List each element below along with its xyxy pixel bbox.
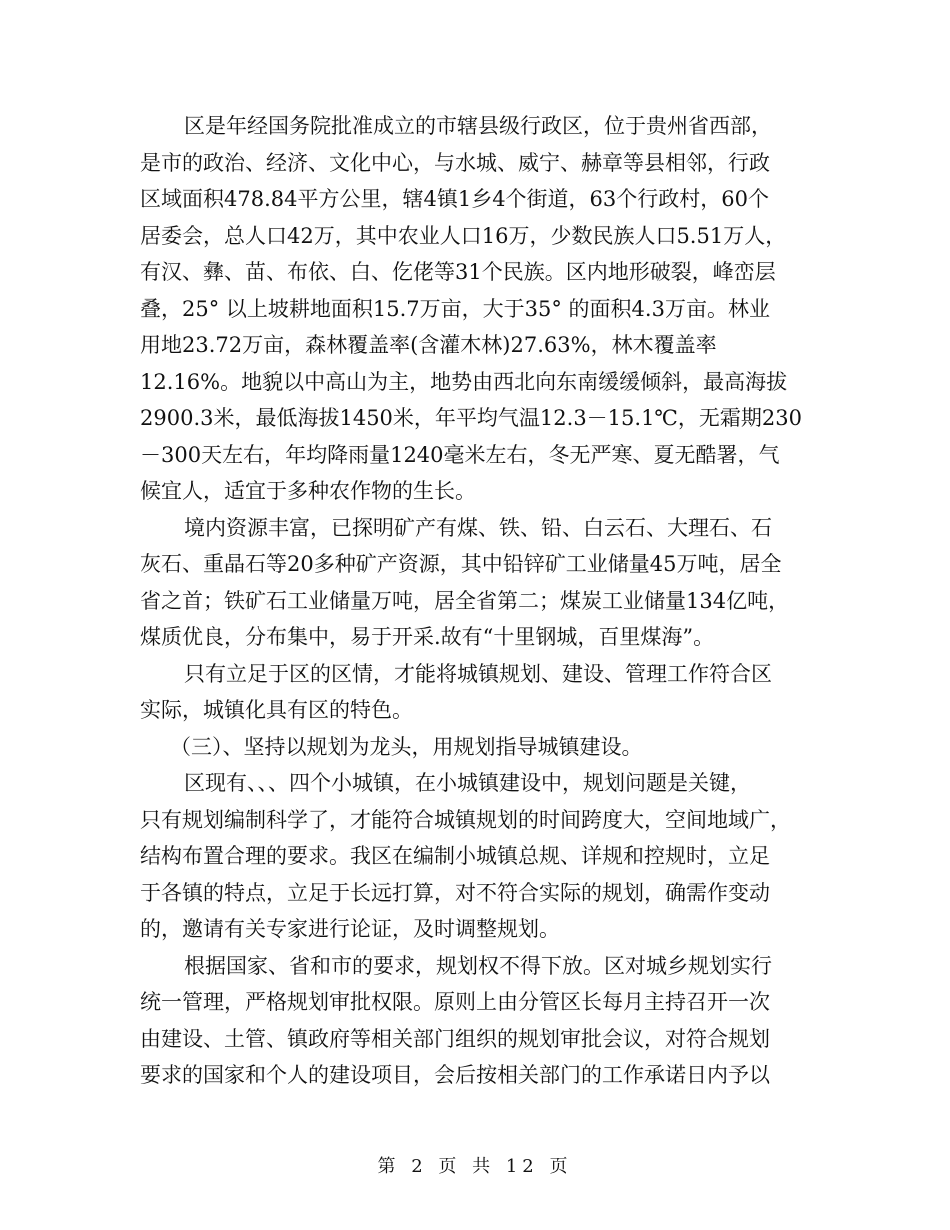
paragraph-line: 根据国家、省和市的要求，规划权不得下放。区对城乡规划实行 xyxy=(184,953,772,978)
paragraph-line: 居委会，总人口42万，其中农业人口16万，少数民族人口5.51万人， xyxy=(140,223,787,248)
paragraph-line: 用地23.72万亩，森林覆盖率(含灌木林)27.63%，林木覆盖率 xyxy=(140,333,717,357)
paragraph-line: 省之首；铁矿石工业储量万吨，居全省第二；煤炭工业储量134亿吨， xyxy=(140,588,790,613)
paragraph-line: 要求的国家和个人的建设项目，会后按相关部门的工作承诺日内予以 xyxy=(140,1063,770,1087)
paragraph-line: 区现有、、、四个小城镇，在小城镇建设中，规划问题是关键， xyxy=(184,771,751,795)
paragraph-line: 煤质优良，分布集中，易于开采.故有“十里钢城，百里煤海”。 xyxy=(140,625,715,649)
paragraph-line: 候宜人，适宜于多种农作物的生长。 xyxy=(140,479,476,503)
paragraph-line: －300天左右，年均降雨量1240毫米左右，冬无严寒、夏无酷署，气 xyxy=(140,442,780,467)
paragraph-line: 只有规划编制科学了，才能符合城镇规划的时间跨度大，空间地域广， xyxy=(140,807,791,832)
page-number-footer: 第 2 页 共 12 页 xyxy=(377,1156,573,1177)
paragraph-line: 只有立足于区的区情，才能将城镇规划、建设、管理工作符合区 xyxy=(184,661,772,686)
paragraph-line: 区域面积478.84平方公里，辖4镇1乡4个街道，63个行政村，60个 xyxy=(140,187,770,211)
paragraph-line: 的，邀请有关专家进行论证，及时调整规划。 xyxy=(140,917,560,941)
paragraph-line: 结构布置合理的要求。我区在编制小城镇总规、详规和控规时，立足 xyxy=(140,844,770,868)
paragraph-line: 统一管理，严格规划审批权限。原则上由分管区长每月主持召开一次 xyxy=(140,990,770,1014)
document-body xyxy=(140,108,805,1094)
paragraph-line: 实际，城镇化具有区的特色。 xyxy=(140,698,413,722)
paragraph-line: 2900.3米，最低海拔1450米，年平均气温12.3－15.1℃，无霜期230 xyxy=(140,406,803,430)
paragraph-line: 于各镇的特点，立足于长远打算，对不符合实际的规划，确需作变动 xyxy=(140,880,770,905)
paragraph-line: 区是年经国务院批准成立的市辖县级行政区，位于贵州省西部， xyxy=(184,114,772,138)
paragraph-line: 境内资源丰富，已探明矿产有煤、铁、铅、白云石、大理石、石 xyxy=(184,515,772,540)
paragraph-line: 由建设、土管、镇政府等相关部门组织的规划审批会议，对符合规划 xyxy=(140,1026,770,1051)
section-heading: （三）、坚持以规划为龙头，用规划指导城镇建设。 xyxy=(170,734,643,759)
paragraph-line: 是市的政治、经济、文化中心，与水城、威宁、赫章等县相邻，行政 xyxy=(140,150,770,175)
paragraph-line: 灰石、重晶石等20多种矿产资源，其中铅锌矿工业储量45万吨，居全 xyxy=(140,552,782,576)
paragraph-line: 叠，25° 以上坡耕地面积15.7万亩，大于35° 的面积4.3万亩。林业 xyxy=(140,296,770,321)
paragraph-line: 12.16%。地貌以中高山为主，地势由西北向东南缓缓倾斜，最高海拔 xyxy=(140,369,788,394)
paragraph-line: 有汉、彝、苗、布依、白、仡佬等31个民族。区内地形破裂，峰峦层 xyxy=(140,260,776,284)
